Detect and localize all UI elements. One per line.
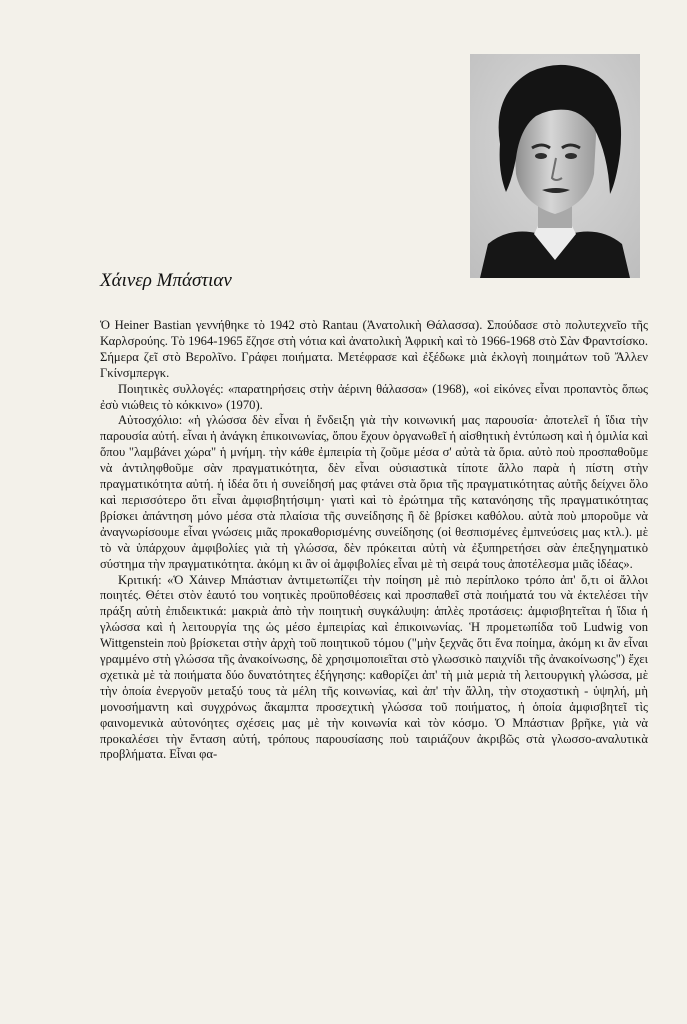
criticism-paragraph: Κριτική: «Ὁ Χάινερ Μπάστιαν ἀντιμετωπίζει τὴν ποίηση μὲ πιὸ περίπλοκο τρόπο ἀπ' ὅ,τι οἱ ἄλλοι ποιητές. Θέτει στὸν ἑαυτό του νοητικὲς προϋποθέσεις καὶ προσπαθεῖ στὰ ποιήματά του νὰ ἐκτελέσει τὴν πράξη αὐτὴ ἐπιδεικτικά: μακριὰ ἀπὸ τὴν ποιητικὴ συγκάλυψη: ἁπλὲς προτάσεις: ἀμφισβητεῖται ἡ ἴδια ἡ γλώσσα καὶ ἡ λειτουργία της ὡς μέσο ἐμπειρίας καὶ ἐπικοινωνίας. Ἡ προμετωπίδα τοῦ Ludwig von Wittgenstein ποὺ βρίσκεται στὴν ἀρχὴ τοῦ ποιητικοῦ τόμου ("μὴν ξεχνᾶς ὅτι ἕνα ποίημα, ἀκόμη κι ἂν εἶναι γραμμένο στὴ γλώσσα τῆς ἀνακοίνωσης, δὲ χρησιμοποιεῖται στὸ γλωσσικὸ παιχνίδι τῆς ἀνακοίνωσης") ἔχει σχετικὰ μὲ τὰ ποιήματα δύο δυνατότητες ἐξήγησης: καθορίζει ἀπ' τὴ μιὰ μεριὰ τὴ λειτουργικὴ γλώσσα, μὲ τὴν ὁποία ἐνεργοῦν μεταξύ τους τὰ μέλη τῆς κοινωνίας, καὶ ἀπ' τὴν ἄλλη, τὴν στοχαστικὴ - ὑψηλή, μὴ μονοσήμαντη καὶ συγχρόνως ἄκαμπτα προσεχτικὴ γλώσσα τοῦ ποιήματος, ἡ ὁποία ἀμφισβητεῖ τὶς φαινομενικὰ αὐτονόητες σχέσεις μας μὲ τὴν κοινωνία καὶ τὸν κόσμο. Ὁ Μπάστιαν βρῆκε, γιὰ νὰ προκαλέσει τὴν ἔνταση αὐτή, τρόπους παρουσίασης ποὺ ταιριάζουν ἀκριβῶς στὰ γλωσσο-αναλυτικὰ προβλήματα. Εἶναι φα- [100,572,648,762]
biography-text [100,318,648,763]
self-commentary-paragraph: Αὐτοσχόλιο: «ἡ γλώσσα δὲν εἶναι ἡ ἔνδειξη γιὰ τὴν κοινωνική μας παρουσία· ἀποτελεῖ ἡ ἴδια τὴν παρουσία αὐτή. εἶναι ἡ ἀνάγκη ἐπικοινωνίας, ὅπου ἔχουν ὀργανωθεῖ ἡ αἰσθητικὴ ἐντύπωση καὶ ἡ ὁμιλία καὶ ὅπου "λαμβάνει χώρα" ἡ μνήμη. τὴν κάθε ἐμπειρία τὴ ζοῦμε μέσα σ' αὐτὰ τὰ ὅρια. αὐτὸ ποὺ προσπαθοῦμε νὰ ἀντιληφθοῦμε σὰν πραγματικότητα, δὲν εἶναι οὐσιαστικὰ τίποτε ἄλλο παρὰ ἡ πίστη στὴν πραγματικότητα αὐτή. ἡ ἰδέα ὅτι ἡ συνείδησή μας φτάνει στὰ ὅρια τῆς πραγματικότητας αὐτῆς δείχνει ὅλο καὶ περισσότερο ὅτι εἶναι ἀμφισβητήσιμη· γιατὶ καὶ τὸ ἐρώτημα τῆς κατανόησης τῆς πραγματικότητας βρίσκει ἀπάντηση μόνο μέσα στὰ πλαίσια τῆς συνείδησης ἢ δὲ βρίσκει καθόλου. αὐτὰ ποὺ μποροῦμε νὰ ἀναγνωρίσουμε εἶναι γνώσεις μιᾶς προκαθορισμένης συνείδησης (οἱ θεσπισμένες ἐμπνεύσεις μας κτλ.). μὲ τὸ νὰ ὑπάρχουν ἀμφιβολίες γιὰ τὴ γλώσσα, δὲν πρόκειται αὐτὴ νὰ ἐξυπηρετήσει σὰν ἐπεξηγηματικὸ σύστημα τὴν πραγματικότητα. ἀκόμη κι ἂν οἱ ἀμφιβολίες εἶναι μὲ τὴ σειρά τους ἀποτέλεσμα μιᾶς ἰδέας». [100,413,648,571]
author-name-heading: Χάινερ Μπάστιαν [100,270,232,291]
collections-paragraph: Ποιητικὲς συλλογές: «παρατηρήσεις στὴν ἀέρινη θάλασσα» (1968), «οἱ εἰκόνες εἶναι προπαντὸς ὅπως ἐσὺ νιώθεις τὸ κόκκινο» (1970). [100,381,648,412]
author-portrait-photo [470,54,640,278]
bio-paragraph: Ὁ Heiner Bastian γεννήθηκε τὸ 1942 στὸ Rantau (Ἀνατολικὴ Θάλασσα). Σπούδασε στὸ πολυτεχνεῖο τῆς Καρλσρούης. Τὸ 1964-1965 ἔζησε στὴ νότια καὶ ἀνατολικὴ Ἀφρικὴ καὶ τὸ 1966-1968 στὸ Σὰν Φραντσίσκο. Σήμερα ζεῖ στὸ Βερολῖνο. Γράφει ποιήματα. Μετέφρασε καὶ ἐξέδωκε μιὰ ἐκλογὴ ποιημάτων τοῦ Ἄλλεν Γκίνσμπεργκ. [100,318,648,380]
